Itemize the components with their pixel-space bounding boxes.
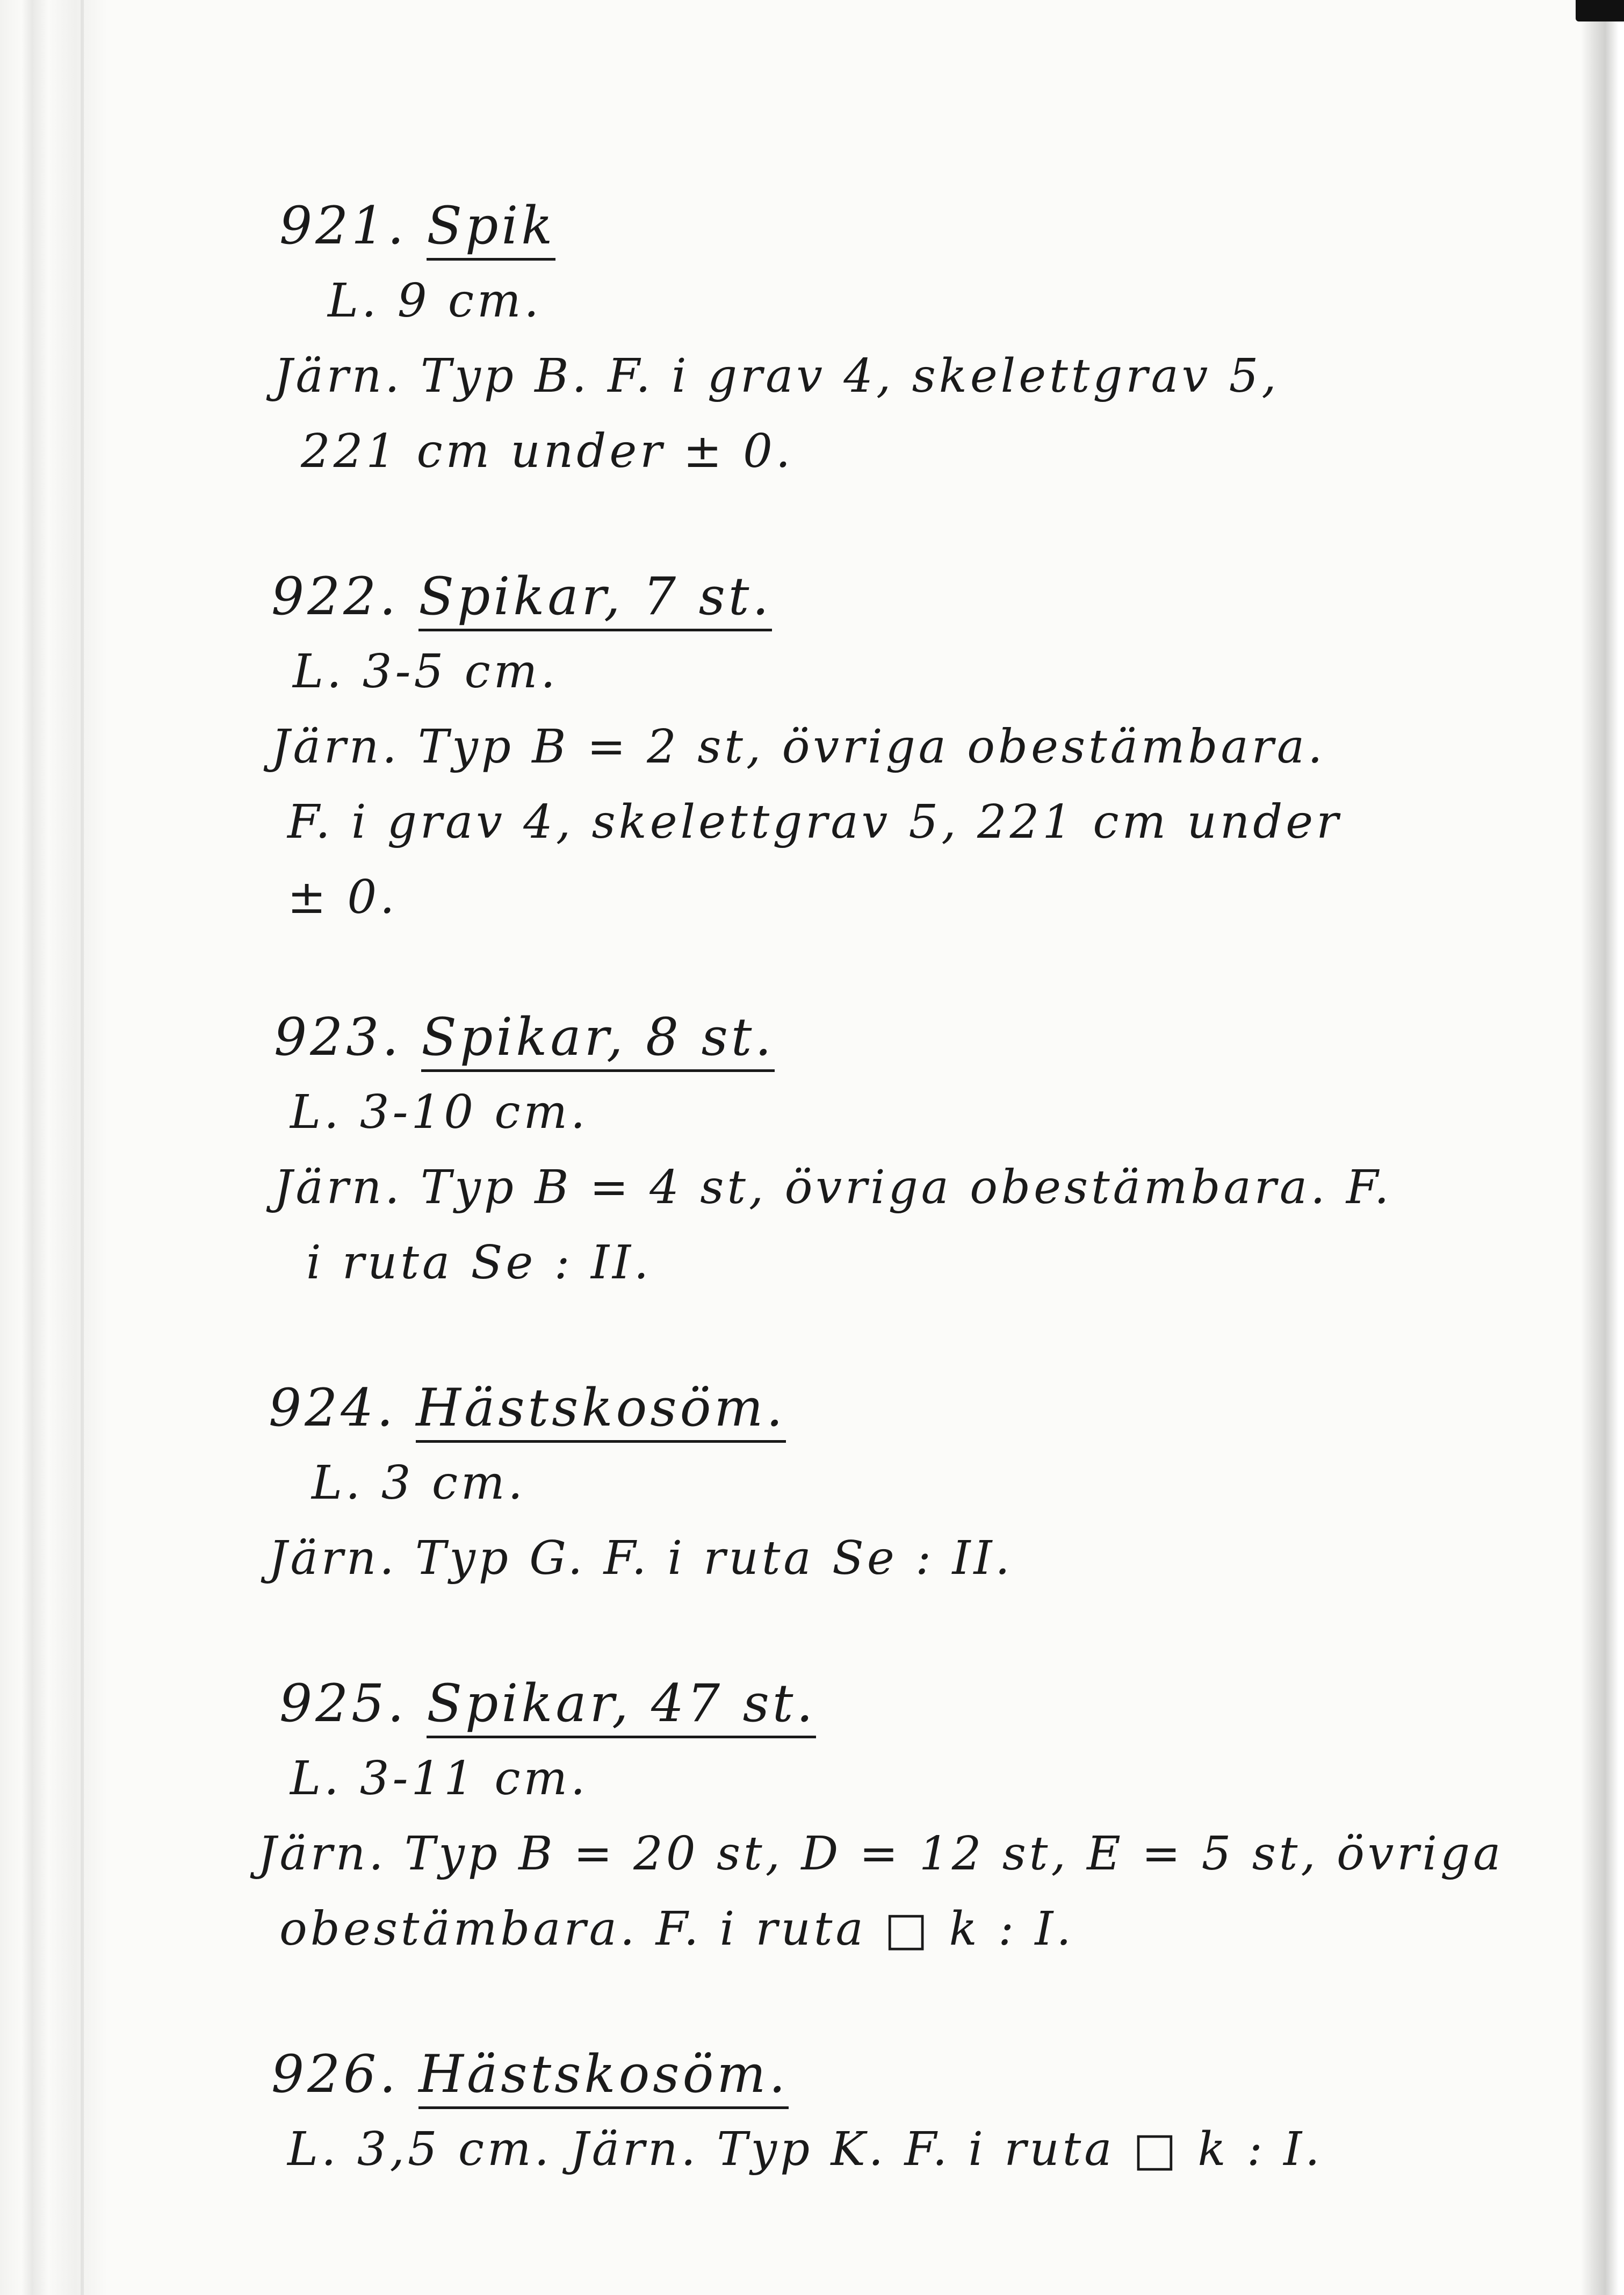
entry-line: Järn. Typ B = 2 st, övriga obestämbara. bbox=[271, 720, 1326, 774]
entry-line: i ruta Se : II. bbox=[306, 1236, 652, 1290]
page-binding-edge bbox=[0, 0, 107, 2295]
entry-line: Järn. Typ G. F. i ruta Se : II. bbox=[269, 1531, 1013, 1585]
entry-line: 221 cm under ± 0. bbox=[301, 425, 794, 478]
entry-line: obestämbara. F. i ruta □ k : I. bbox=[279, 1902, 1074, 1956]
entry-line: L. 3,5 cm. Järn. Typ K. F. i ruta □ k : I. bbox=[287, 2123, 1323, 2176]
entry-line: Järn. Typ B = 20 st, D = 12 st, E = 5 st, övriga bbox=[258, 1827, 1504, 1881]
catalog-entry-922 bbox=[271, 559, 1341, 935]
entry-line: ± 0. bbox=[287, 870, 398, 924]
entry-heading bbox=[274, 999, 1392, 1075]
entry-number: 922. bbox=[271, 566, 399, 627]
catalog-entry-921 bbox=[274, 188, 1280, 489]
entry-title: Spikar, 7 st. bbox=[418, 566, 772, 631]
entry-line: L. 3 cm. bbox=[312, 1456, 526, 1510]
entry-number: 924. bbox=[269, 1378, 396, 1438]
entry-number: 925. bbox=[279, 1673, 407, 1733]
entry-line: Järn. Typ B. F. i grav 4, skelettgrav 5, bbox=[274, 349, 1280, 403]
entry-line: L. 3-5 cm. bbox=[293, 645, 559, 699]
page-right-edge bbox=[1581, 0, 1624, 2295]
entry-heading bbox=[271, 2037, 1323, 2112]
scan-corner-mark bbox=[1576, 0, 1624, 21]
entry-number: 923. bbox=[274, 1007, 402, 1067]
entry-title: Hästskosöm. bbox=[418, 2044, 789, 2109]
entry-line: L. 3-11 cm. bbox=[290, 1752, 589, 1805]
catalog-entry-923 bbox=[274, 999, 1392, 1300]
entry-heading bbox=[271, 559, 1341, 634]
catalog-entry-924 bbox=[269, 1370, 1013, 1596]
entry-line: Järn. Typ B = 4 st, övriga obestämbara. F. bbox=[274, 1161, 1392, 1214]
entry-heading bbox=[279, 188, 1280, 263]
catalog-entry-926 bbox=[271, 2037, 1323, 2187]
entry-title: Hästskosöm. bbox=[416, 1378, 786, 1443]
entry-heading bbox=[279, 1666, 1504, 1741]
entry-number: 921. bbox=[279, 196, 407, 256]
entry-line: L. 3-10 cm. bbox=[290, 1085, 589, 1139]
entry-line: L. 9 cm. bbox=[328, 274, 542, 328]
catalog-entry-925 bbox=[258, 1666, 1504, 1967]
entry-title: Spikar, 47 st. bbox=[427, 1673, 816, 1738]
entry-title: Spikar, 8 st. bbox=[421, 1007, 775, 1072]
entry-number: 926. bbox=[271, 2044, 399, 2104]
entry-heading bbox=[269, 1370, 1013, 1445]
binding-shadow-line bbox=[81, 0, 84, 2295]
entry-title: Spik bbox=[427, 196, 555, 261]
entry-line: F. i grav 4, skelettgrav 5, 221 cm under bbox=[287, 795, 1342, 849]
